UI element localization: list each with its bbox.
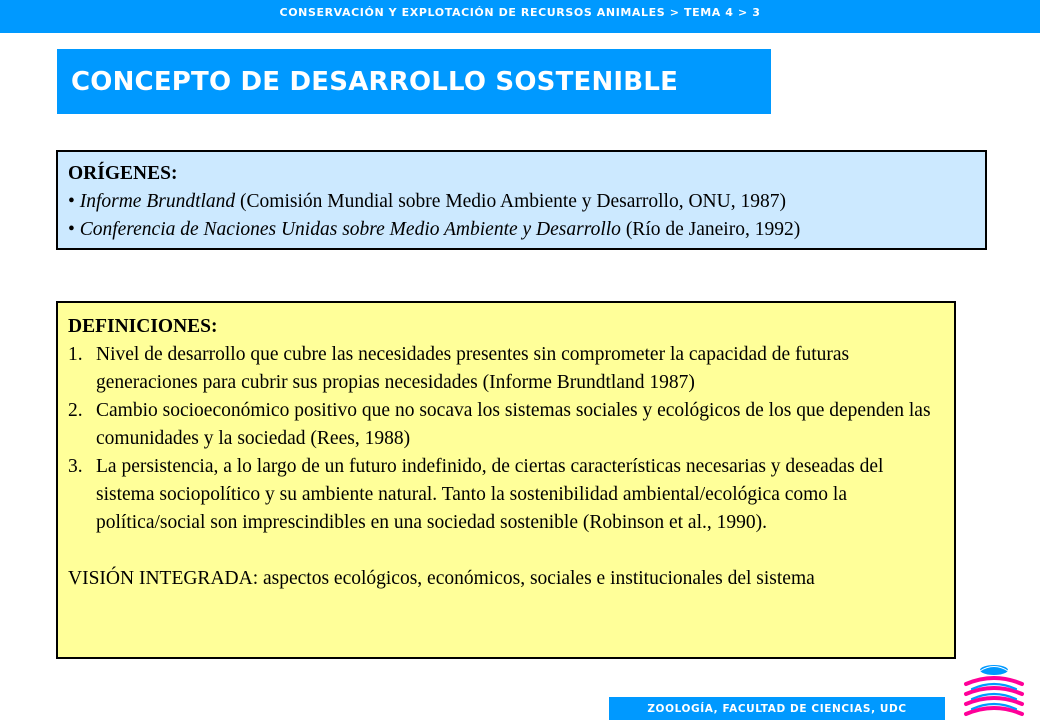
definition-text: Nivel de desarrollo que cubre las necesidades presentes sin comprometer la capacidad de futuras generaciones para cubrir sus propias necesidades (Informe Brundtland 1987): [96, 344, 850, 393]
page-title: CONCEPTO DE DESARROLLO SOSTENIBLE: [71, 66, 679, 97]
definition-text: La persistencia, a lo largo de un futuro indefinido, de ciertas características necesarias y deseadas del sistema sociopolítico y su ambiente natural. Tanto la sostenibilidad ambiental/ecológica como la política/social son imprescindibles en una sociedad sostenible (Robinson et al., 1990).: [96, 456, 884, 533]
udc-university-logo-icon: [958, 660, 1030, 718]
origins-item: • Conferencia de Naciones Unidas sobre Medio Ambiente y Desarrollo (Río de Janeiro, 1992): [68, 219, 801, 240]
origins-heading: ORÍGENES:: [68, 163, 178, 184]
definition-item: [68, 397, 944, 453]
origins-item-rest: (Río de Janeiro, 1992): [620, 219, 801, 240]
definition-item: [68, 453, 944, 537]
definition-number: 1.: [68, 344, 83, 365]
integrated-vision: VISIÓN INTEGRADA: aspectos ecológicos, económicos, sociales e institucionales del sistema: [68, 568, 815, 589]
definitions-heading: DEFINICIONES:: [68, 316, 218, 337]
origins-item-rest: (Comisión Mundial sobre Medio Ambiente y Desarrollo, ONU, 1987): [235, 191, 786, 212]
spacer: [68, 537, 944, 565]
definition-item: [68, 341, 944, 397]
origins-item-italic: Informe Brundtland: [79, 191, 236, 212]
origins-box: [56, 150, 987, 250]
definition-number: 3.: [68, 456, 83, 477]
page-title-box: [57, 49, 771, 114]
origins-item-italic: Conferencia de Naciones Unidas sobre Medio Ambiente y Desarrollo: [79, 219, 621, 240]
origins-item: • Informe Brundtland (Comisión Mundial sobre Medio Ambiente y Desarrollo, ONU, 1987): [68, 191, 786, 212]
footer-bar: [609, 697, 945, 720]
definition-number: 2.: [68, 400, 83, 421]
definitions-box: [56, 301, 956, 659]
breadcrumb-bar: [0, 0, 1040, 33]
footer-text: ZOOLOGÍA, FACULTAD DE CIENCIAS, UDC: [647, 702, 907, 715]
breadcrumb: CONSERVACIÓN Y EXPLOTACIÓN DE RECURSOS ANIMALES > TEMA 4 > 3: [279, 6, 761, 19]
definition-text: Cambio socioeconómico positivo que no socava los sistemas sociales y ecológicos de los que dependen las comunidades y la sociedad (Rees, 1988): [96, 400, 931, 449]
